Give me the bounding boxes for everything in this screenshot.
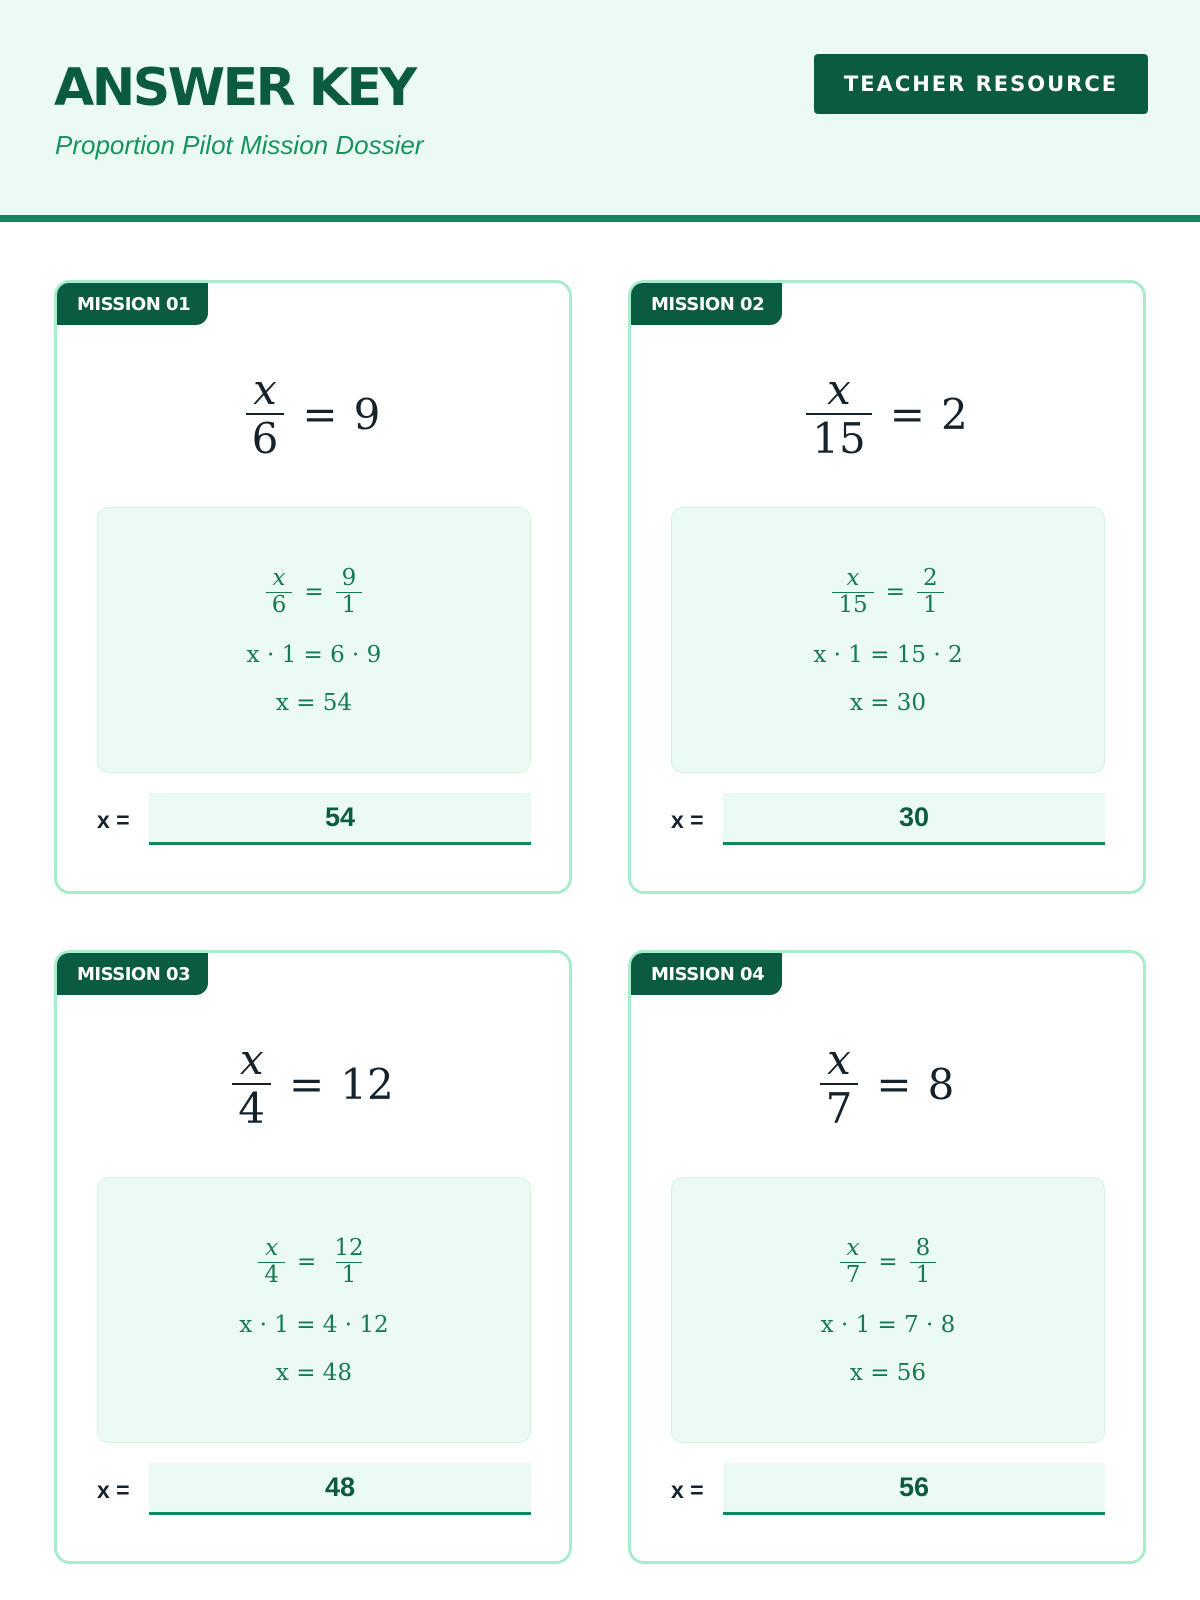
proportion-step: [832, 553, 943, 631]
step-fraction-right: [910, 1236, 937, 1289]
fraction-numerator: x: [272, 564, 286, 591]
equation-rhs: 9: [353, 389, 381, 439]
mission-equation: [57, 359, 569, 469]
fraction-numerator: 2: [922, 564, 938, 591]
fraction-denominator: 4: [258, 1262, 285, 1289]
mission-tag: MISSION 01: [57, 283, 208, 325]
fraction-denominator: 1: [336, 592, 363, 619]
cross-multiply-step: x · 1 = 4 · 12: [239, 1312, 389, 1338]
step-fraction-right: [328, 1236, 369, 1289]
cross-multiply-step: x · 1 = 15 · 2: [813, 642, 963, 668]
proportion-step: [266, 553, 363, 631]
equation-fraction: [806, 366, 871, 462]
step-fraction-left: [266, 566, 293, 619]
worked-solution: [671, 507, 1105, 773]
mission-tag: MISSION 03: [57, 953, 208, 995]
fraction-denominator: 4: [232, 1083, 271, 1132]
answer-field[interactable]: 30: [723, 793, 1105, 845]
result-step: x = 54: [275, 690, 353, 716]
mission-card-04: [628, 950, 1146, 1564]
page-subtitle: Proportion Pilot Mission Dossier: [55, 130, 424, 160]
result-step: x = 30: [849, 690, 927, 716]
equation-fraction: [246, 366, 285, 462]
fraction-denominator: 1: [336, 1262, 363, 1289]
proportion-step: [258, 1223, 369, 1301]
fraction-denominator: 1: [917, 592, 944, 619]
cross-multiply-step: x · 1 = 6 · 9: [246, 642, 382, 668]
mission-card-01: [54, 280, 572, 894]
worked-solution: [97, 1177, 531, 1443]
worked-solution: [671, 1177, 1105, 1443]
fraction-numerator: x: [253, 364, 277, 414]
equals-sign: =: [876, 1059, 912, 1109]
mission-equation: [631, 1029, 1143, 1139]
answer-field[interactable]: 54: [149, 793, 531, 845]
fraction-numerator: x: [846, 1234, 860, 1261]
step-fraction-left: [832, 566, 873, 619]
fraction-numerator: 12: [334, 1234, 364, 1261]
fraction-denominator: 7: [820, 1083, 859, 1132]
page-header: [0, 0, 1200, 222]
equals-sign: =: [304, 579, 324, 605]
fraction-denominator: 1: [910, 1262, 937, 1289]
fraction-numerator: x: [265, 1234, 279, 1261]
result-step: x = 48: [275, 1360, 353, 1386]
equation-rhs: 12: [340, 1059, 394, 1109]
fraction-numerator: 8: [915, 1234, 931, 1261]
step-fraction-right: [917, 566, 944, 619]
mission-tag: MISSION 04: [631, 953, 782, 995]
equals-sign: =: [878, 1249, 898, 1275]
mission-card-03: [54, 950, 572, 1564]
answer-field[interactable]: 56: [723, 1463, 1105, 1515]
answer-label: x =: [97, 807, 130, 833]
result-step: x = 56: [849, 1360, 927, 1386]
fraction-denominator: 15: [806, 413, 871, 462]
equation-fraction: [232, 1036, 271, 1132]
equation-rhs: 2: [940, 389, 968, 439]
equals-sign: =: [889, 389, 925, 439]
step-fraction-left: [258, 1236, 285, 1289]
fraction-numerator: x: [827, 364, 851, 414]
mission-equation: [57, 1029, 569, 1139]
step-fraction-right: [336, 566, 363, 619]
fraction-numerator: 9: [341, 564, 357, 591]
equals-sign: =: [302, 389, 338, 439]
equals-sign: =: [297, 1249, 317, 1275]
fraction-numerator: x: [846, 564, 860, 591]
equals-sign: =: [289, 1059, 325, 1109]
answer-field[interactable]: 48: [149, 1463, 531, 1515]
fraction-denominator: 7: [840, 1262, 867, 1289]
mission-equation: [631, 359, 1143, 469]
mission-tag: MISSION 02: [631, 283, 782, 325]
page-title: ANSWER KEY: [54, 58, 415, 118]
proportion-step: [840, 1223, 937, 1301]
worked-solution: [97, 507, 531, 773]
equals-sign: =: [885, 579, 905, 605]
equation-rhs: 8: [927, 1059, 955, 1109]
fraction-denominator: 6: [266, 592, 293, 619]
mission-card-02: [628, 280, 1146, 894]
cross-multiply-step: x · 1 = 7 · 8: [820, 1312, 956, 1338]
teacher-resource-badge: TEACHER RESOURCE: [814, 54, 1148, 114]
answer-label: x =: [671, 807, 704, 833]
answer-label: x =: [671, 1477, 704, 1503]
equation-fraction: [820, 1036, 859, 1132]
fraction-numerator: x: [827, 1034, 851, 1084]
fraction-numerator: x: [239, 1034, 264, 1084]
fraction-denominator: 6: [246, 413, 285, 462]
fraction-denominator: 15: [832, 592, 873, 619]
step-fraction-left: [840, 1236, 867, 1289]
answer-label: x =: [97, 1477, 130, 1503]
